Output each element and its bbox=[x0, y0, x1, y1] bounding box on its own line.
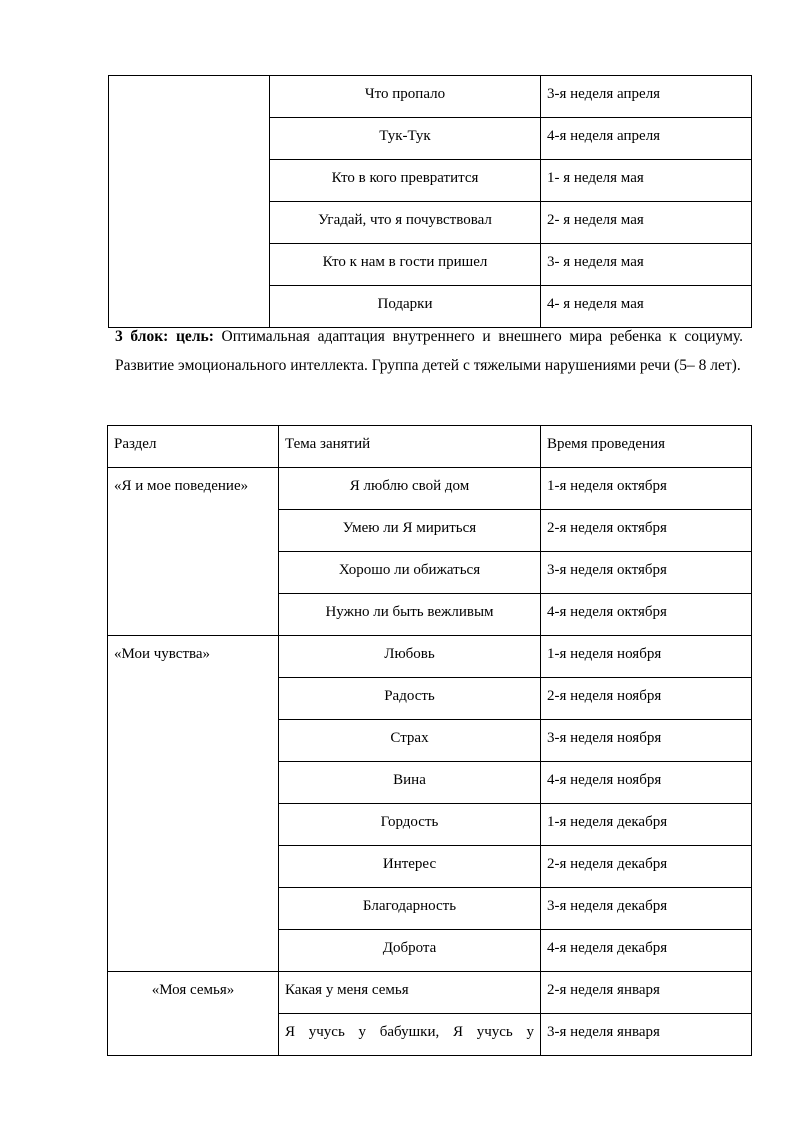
topic-cell: Гордость bbox=[279, 804, 541, 846]
time-cell: 2-я неделя декабря bbox=[541, 846, 752, 888]
time-cell: 3-я неделя января bbox=[541, 1014, 752, 1056]
table-row bbox=[108, 972, 752, 1014]
topic-cell: Кто к нам в гости пришел bbox=[270, 244, 541, 286]
schedule-table-top bbox=[108, 75, 752, 328]
section-cell: «Я и мое поведение» bbox=[108, 468, 279, 636]
header-topic: Тема занятий bbox=[279, 426, 541, 468]
time-cell: 4-я неделя ноября bbox=[541, 762, 752, 804]
topic-cell: Тук-Тук bbox=[270, 118, 541, 160]
table-row bbox=[109, 76, 752, 118]
time-cell: 4- я неделя мая bbox=[541, 286, 752, 328]
time-cell: 3-я неделя апреля bbox=[541, 76, 752, 118]
topic-cell: Что пропало bbox=[270, 76, 541, 118]
time-cell: 3-я неделя октября bbox=[541, 552, 752, 594]
time-cell: 2-я неделя октября bbox=[541, 510, 752, 552]
time-cell: 1-я неделя ноября bbox=[541, 636, 752, 678]
section-cell bbox=[109, 76, 270, 328]
schedule-table-block3 bbox=[107, 425, 752, 1056]
topic-cell: Кто в кого превратится bbox=[270, 160, 541, 202]
time-cell: 3- я неделя мая bbox=[541, 244, 752, 286]
table-row bbox=[108, 468, 752, 510]
table-row bbox=[108, 636, 752, 678]
topic-cell: Страх bbox=[279, 720, 541, 762]
time-cell: 2-я неделя ноября bbox=[541, 678, 752, 720]
topic-cell: Подарки bbox=[270, 286, 541, 328]
block3-label: 3 блок: цель: bbox=[115, 328, 214, 345]
topic-cell: Доброта bbox=[279, 930, 541, 972]
section-cell: «Мои чувства» bbox=[108, 636, 279, 972]
topic-cell: Угадай, что я почувствовал bbox=[270, 202, 541, 244]
topic-cell: Радость bbox=[279, 678, 541, 720]
topic-cell: Благодарность bbox=[279, 888, 541, 930]
block3-text: Оптимальная адаптация внутреннего и внешнего мира ребенка к социуму. Развитие эмоционального интеллекта. Группа детей с тяжелыми нарушениями речи (5– 8 лет). bbox=[115, 328, 743, 374]
topic-cell: Интерес bbox=[279, 846, 541, 888]
topic-cell: Я люблю свой дом bbox=[279, 468, 541, 510]
topic-cell: Я учусь у бабушки, Я учусь у bbox=[279, 1014, 541, 1056]
section-cell: «Моя семья» bbox=[108, 972, 279, 1056]
time-cell: 3-я неделя ноября bbox=[541, 720, 752, 762]
header-time: Время проведения bbox=[541, 426, 752, 468]
time-cell: 1-я неделя октября bbox=[541, 468, 752, 510]
header-section: Раздел bbox=[108, 426, 279, 468]
time-cell: 4-я неделя октября bbox=[541, 594, 752, 636]
topic-cell: Какая у меня семья bbox=[279, 972, 541, 1014]
topic-cell: Умею ли Я мириться bbox=[279, 510, 541, 552]
time-cell: 2-я неделя января bbox=[541, 972, 752, 1014]
topic-cell: Нужно ли быть вежливым bbox=[279, 594, 541, 636]
table-header-row bbox=[108, 426, 752, 468]
time-cell: 1- я неделя мая bbox=[541, 160, 752, 202]
block3-description bbox=[115, 322, 743, 380]
topic-cell: Любовь bbox=[279, 636, 541, 678]
topic-cell: Вина bbox=[279, 762, 541, 804]
time-cell: 1-я неделя декабря bbox=[541, 804, 752, 846]
time-cell: 3-я неделя декабря bbox=[541, 888, 752, 930]
topic-cell: Хорошо ли обижаться bbox=[279, 552, 541, 594]
time-cell: 2- я неделя мая bbox=[541, 202, 752, 244]
time-cell: 4-я неделя декабря bbox=[541, 930, 752, 972]
time-cell: 4-я неделя апреля bbox=[541, 118, 752, 160]
